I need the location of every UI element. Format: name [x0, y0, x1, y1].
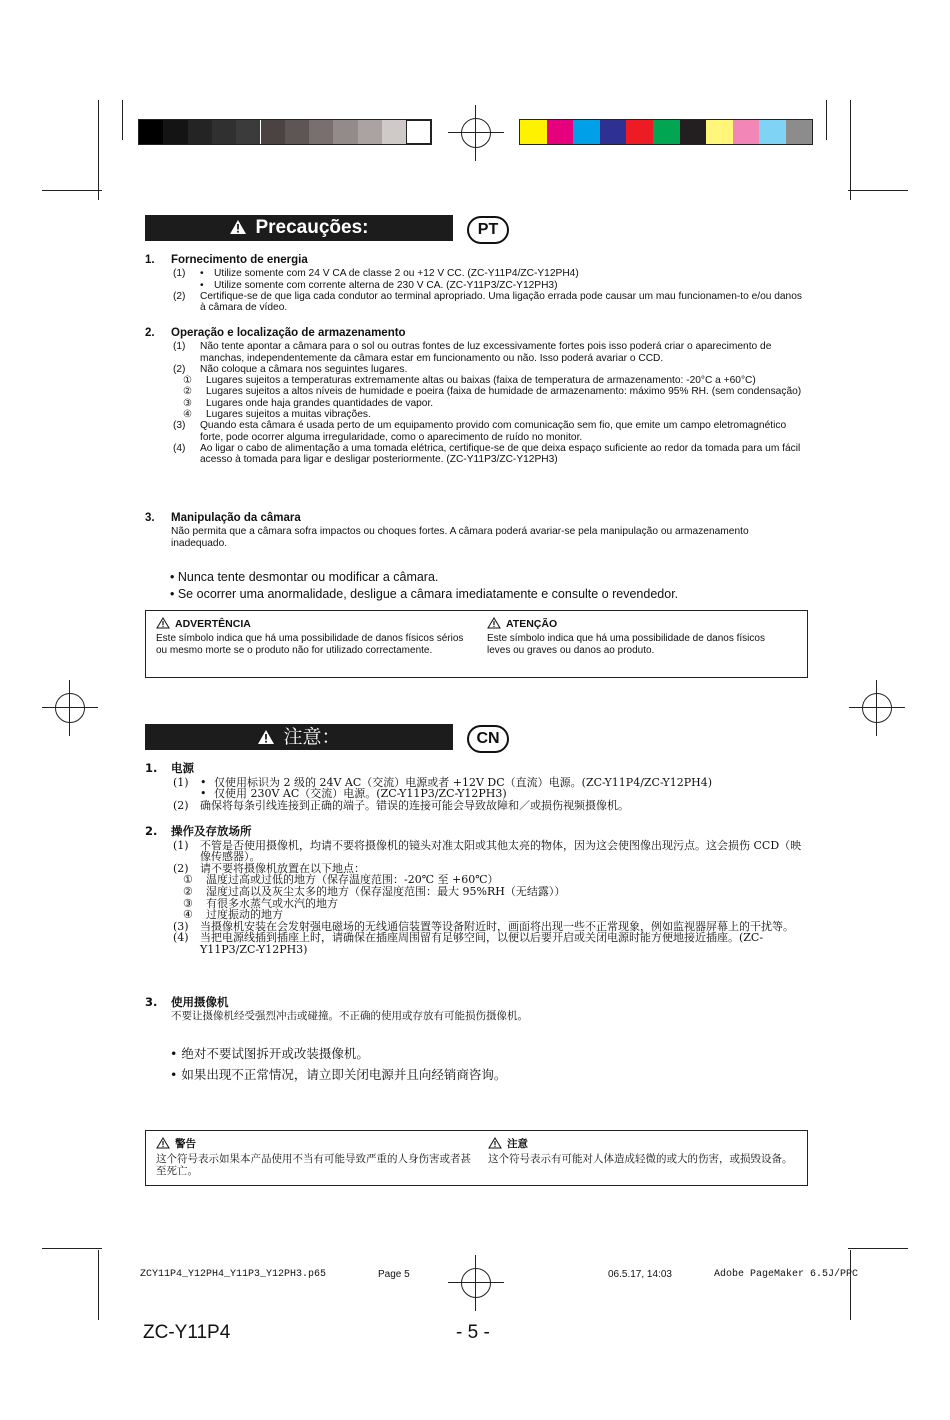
- cn-language-badge: CN: [467, 725, 509, 753]
- crop-mark: [850, 100, 851, 200]
- cn-bullet: • 绝对不要试图拆开或改装摄像机。: [170, 1046, 369, 1061]
- warning-triangle-icon: [257, 729, 275, 745]
- pt-bullet: • Se ocorrer uma anormalidade, desligue a câmara imediatamente e consulte o revendedor.: [170, 587, 679, 601]
- footer-filename: ZCY11P4_Y12PH4_Y11P3_Y12PH3.p65: [140, 1269, 327, 1280]
- cn-section-header: [145, 724, 453, 750]
- warning-triangle-icon: [229, 219, 247, 235]
- crop-mark: [826, 100, 827, 140]
- crop-mark: [122, 100, 123, 140]
- crop-mark: [848, 190, 908, 191]
- footer-page-number: - 5 -: [456, 1322, 490, 1343]
- footer-app: Adobe PageMaker 6.5J/PPC: [714, 1269, 859, 1280]
- cn-section-operation: 2. 操作及存放场所 (1) 不管是否使用摄像机，均请不要将摄像机的镜头对准太阳或其他太亮的物体，因为这会使图像出现污点。这会损伤 CCD（映像传感器）。 (2) 请不要将摄像机放置在以下地点： ① 温度过高或过低的地方（保存温度范围：-20℃ 至 +60℃） ② 湿度过高以及灰尘太多的地方（保存湿度范围：最大 95%RH（无结露）） ③ 有很多水蒸气或水汽的地方 ④ 过度振动的地方 (3) 当摄像机安装在会发射强电磁场的无线通信装置等设备附近时，画面将出现一些不正常现象，例如监视器屏幕上的干扰等。 (4) 当把电源线插到插座上时，请确保在插座周围留有足够空间，以便以后要开启或关闭电源时能方便地接近插座。(ZC-Y11P3/ZC-Y12PH3): [145, 824, 802, 956]
- caution-triangle-icon: [487, 617, 501, 629]
- pt-section-header: [145, 215, 453, 241]
- cn-bullets: [170, 1044, 506, 1086]
- registration-mark: [461, 118, 491, 148]
- pt-bullet: • Nunca tente desmontar ou modificar a câmara.: [170, 570, 439, 584]
- pt-language-badge: PT: [467, 216, 509, 244]
- cn-bullet: • 如果出现不正常情况，请立即关闭电源并且向经销商咨询。: [170, 1067, 507, 1082]
- crop-mark: [42, 1248, 102, 1249]
- pt-section-handling: 3. Manipulação da câmara Não permita que a câmara sofra impactos ou choques fortes. A câmara poderá avariar-se pela manipulação ou armazenamento inadequado.: [145, 512, 749, 549]
- cn-title: 注意：: [283, 726, 341, 748]
- pt-bullets: [170, 570, 678, 604]
- footer-page: Page 5: [378, 1269, 410, 1280]
- footer-model: ZC-Y11P4: [143, 1322, 231, 1343]
- footer-date: 06.5.17, 14:03: [608, 1269, 672, 1280]
- cn-warning-box: 警告 这个符号表示如果本产品使用不当有可能导致严重的人身伤害或者甚至死亡。 注意 这个符号表示有可能对人体造成轻微的或大的伤害，或损毁设备。: [145, 1130, 808, 1186]
- color-bar-frame: [138, 119, 432, 145]
- color-bar-frame: [519, 119, 813, 145]
- registration-mark: [55, 693, 85, 723]
- crop-mark: [848, 1248, 908, 1249]
- caution-triangle-icon: [156, 1137, 170, 1149]
- pt-section-power: 1. Fornecimento de energia (1) • Utilize somente com 24 V CA de classe 2 ou +12 V CC. (ZC-Y11P4/ZC-Y12PH4) • Utilize somente com corrente alterna de 230 V CA. (ZC-Y11P3/ZC-Y12PH3) (2) Certifique-se de que liga cada condutor ao terminal apropriado. Uma ligação errada pode causar um mau funcionamen-to e/ou danos à câmara de vídeo.: [145, 254, 802, 314]
- crop-mark: [98, 1250, 99, 1320]
- crop-mark: [42, 190, 102, 191]
- pt-title: Precauções:: [255, 217, 369, 238]
- caution-triangle-icon: [488, 1137, 502, 1149]
- crop-mark: [850, 1250, 851, 1320]
- caution-triangle-icon: [156, 617, 170, 629]
- registration-mark: [862, 693, 892, 723]
- pt-warning-box: ADVERTÊNCIA Este símbolo indica que há uma possibilidade de danos físicos sérios ou mesmo morte se o produto não for utilizado correctamente. ATENÇÃO Este símbolo indica que há uma possibilidade de danos físicos leves ou graves ou danos ao produto.: [145, 610, 808, 678]
- cn-section-power: 1. 电源 (1) • 仅使用标识为 2 级的 24V AC（交流）电源或者 +12V DC（直流）电源。(ZC-Y11P4/ZC-Y12PH4) • 仅使用 230V AC（交流）电源。(ZC-Y11P3/ZC-Y12PH3) (2) 确保将每条引线连接到正确的端子。错误的连接可能会导致故障和／或损伤视频摄像机。: [145, 761, 713, 812]
- crop-mark: [98, 100, 99, 200]
- pt-section-operation: 2. Operação e localização de armazenamento (1) Não tente apontar a câmara para o sol ou outras fontes de luz excessivamente fortes pois isso poderá criar o aparecimento de manchas, independentemente da câmara estar em funcionamento ou não. Isso poderá avariar o CCD. (2) Não coloque a câmara nos seguintes lugares. ① Lugares sujeitos a temperaturas extremamente altas ou baixas (faixa de temperatura de armazenamento: -20°C a +60°C) ② Lugares sujeitos a altos níveis de humidade e poeira (faixa de humidade de armazenamento: máximo 95% RH. (sem condensação) ③ Lugares onde haja grandes quantidades de vapor. ④ Lugares sujeitos a muitas vibrações. (3) Quando esta câmara é usada perto de um equipamento provido com comunicação sem fio, que emite um campo eletromagnético forte, pode ocorrer alguma irregularidade, como o aparecimento de ruído no monitor. (4) Ao ligar o cabo de alimentação a uma tomada elétrica, certifique-se de que deixa espaço suficiente ao redor da tomada para um fácil acesso à tomada para ligar e desligar posteriormente. (ZC-Y11P3/ZC-Y12PH3): [145, 327, 802, 466]
- registration-mark: [461, 1268, 491, 1298]
- cn-section-usage: 3. 使用摄像机 不要让摄像机经受强烈冲击或碰撞。不正确的使用或存放有可能损伤摄像机。: [145, 995, 528, 1022]
